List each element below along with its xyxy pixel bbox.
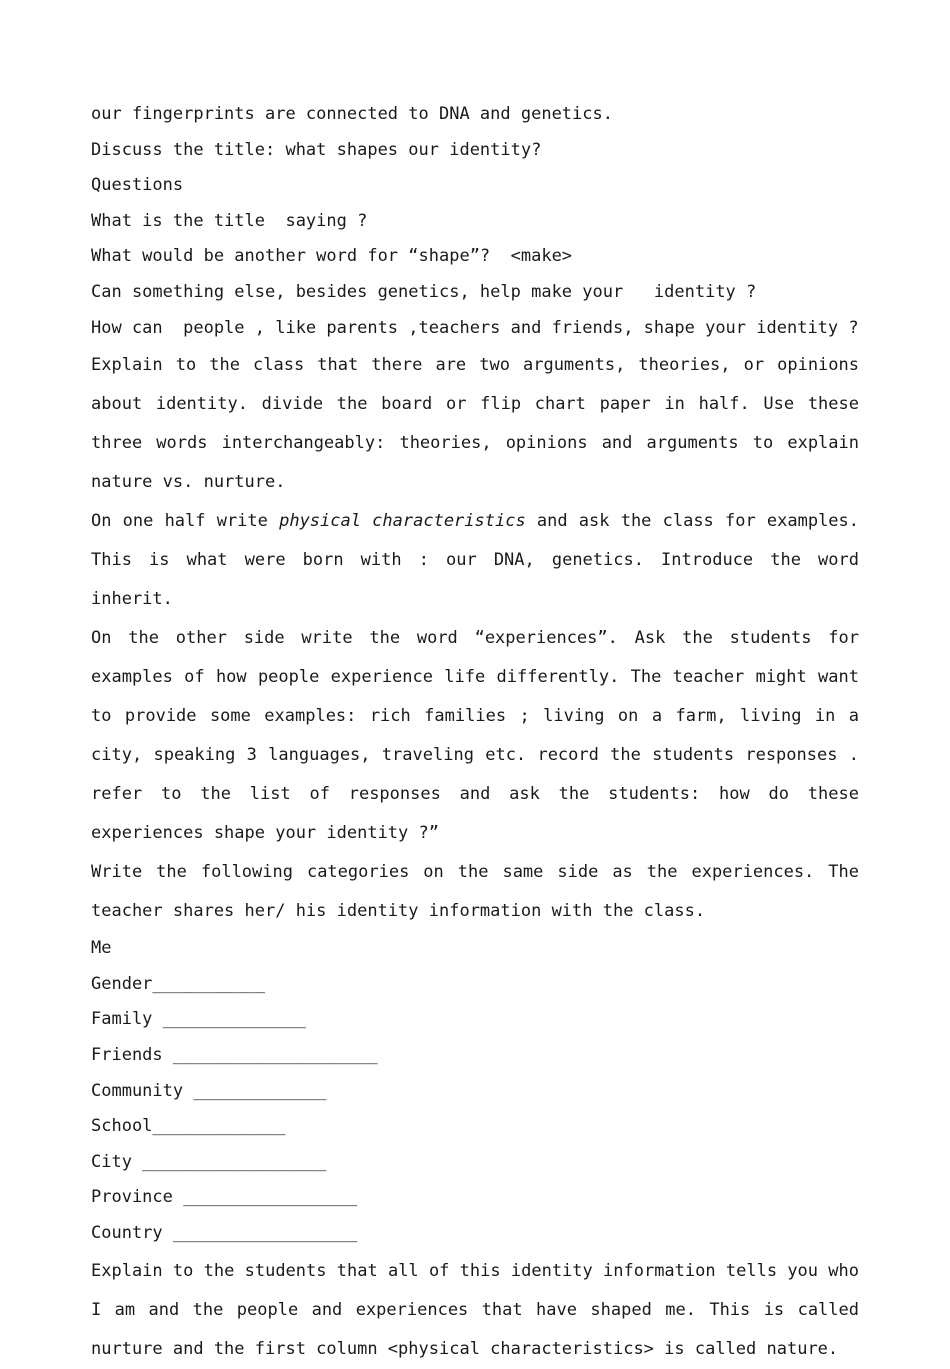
form-heading-me: Me: [91, 938, 112, 959]
form-field-country: Country __________________: [91, 1222, 358, 1243]
document-body: [91, 97, 859, 1369]
question-line: How can people , like parents ,teachers and friends, shape your identity ?: [91, 317, 859, 338]
section-heading-questions: Questions: [91, 175, 184, 196]
paragraph-categories: Write the following categories on the same side as the experiences. The teacher shares her/ his identity information with the class.: [91, 862, 859, 922]
italic-phrase: physical characteristics: [279, 511, 526, 532]
question-line: What would be another word for “shape”? <make>: [91, 246, 573, 267]
paragraph-experiences: On the other side write the word “experiences”. Ask the students for examples of how people experience life differently. The teacher might want to provide some examples: rich families ; living on a farm, living in a city, speaking 3 languages, traveling etc. record the students responses . refer to the list of responses and ask the students: how do these experiences shape your identity ?”: [91, 628, 859, 844]
form-field-community: Community _____________: [91, 1080, 327, 1101]
form-field-city: City __________________: [91, 1151, 327, 1172]
text-line: our fingerprints are connected to DNA and genetics.: [91, 104, 613, 124]
text-line: Discuss the title: what shapes our identity?: [91, 139, 542, 160]
form-field-province: Province _________________: [91, 1187, 358, 1208]
paragraph-text: and ask the class for examples. This is what were born with : our DNA, genetics. Introduce the word inherit.: [91, 511, 860, 610]
paragraph-text: On one half write: [91, 511, 280, 532]
form-field-school: School_____________: [91, 1116, 286, 1137]
question-line: What is the title saying ?: [91, 210, 368, 231]
form-field-friends: Friends ____________________: [91, 1044, 378, 1065]
paragraph-theories: Explain to the class that there are two arguments, theories, or opinions about identity. divide the board or flip chart paper in half. Use these three words interchangeably: theories, opinions and arguments to explain nature vs. nurture.: [91, 355, 859, 493]
paragraph-physical-characteristics: [91, 502, 859, 619]
form-field-family: Family ______________: [91, 1009, 306, 1030]
paragraph-nurture: Explain to the students that all of this identity information tells you who I am and the people and experiences that have shaped me. This is called nurture and the first column <physical characteristics> is called nature.: [91, 1260, 859, 1359]
form-field-gender: Gender___________: [91, 973, 265, 994]
question-line: Can something else, besides genetics, help make your identity ?: [91, 281, 757, 302]
